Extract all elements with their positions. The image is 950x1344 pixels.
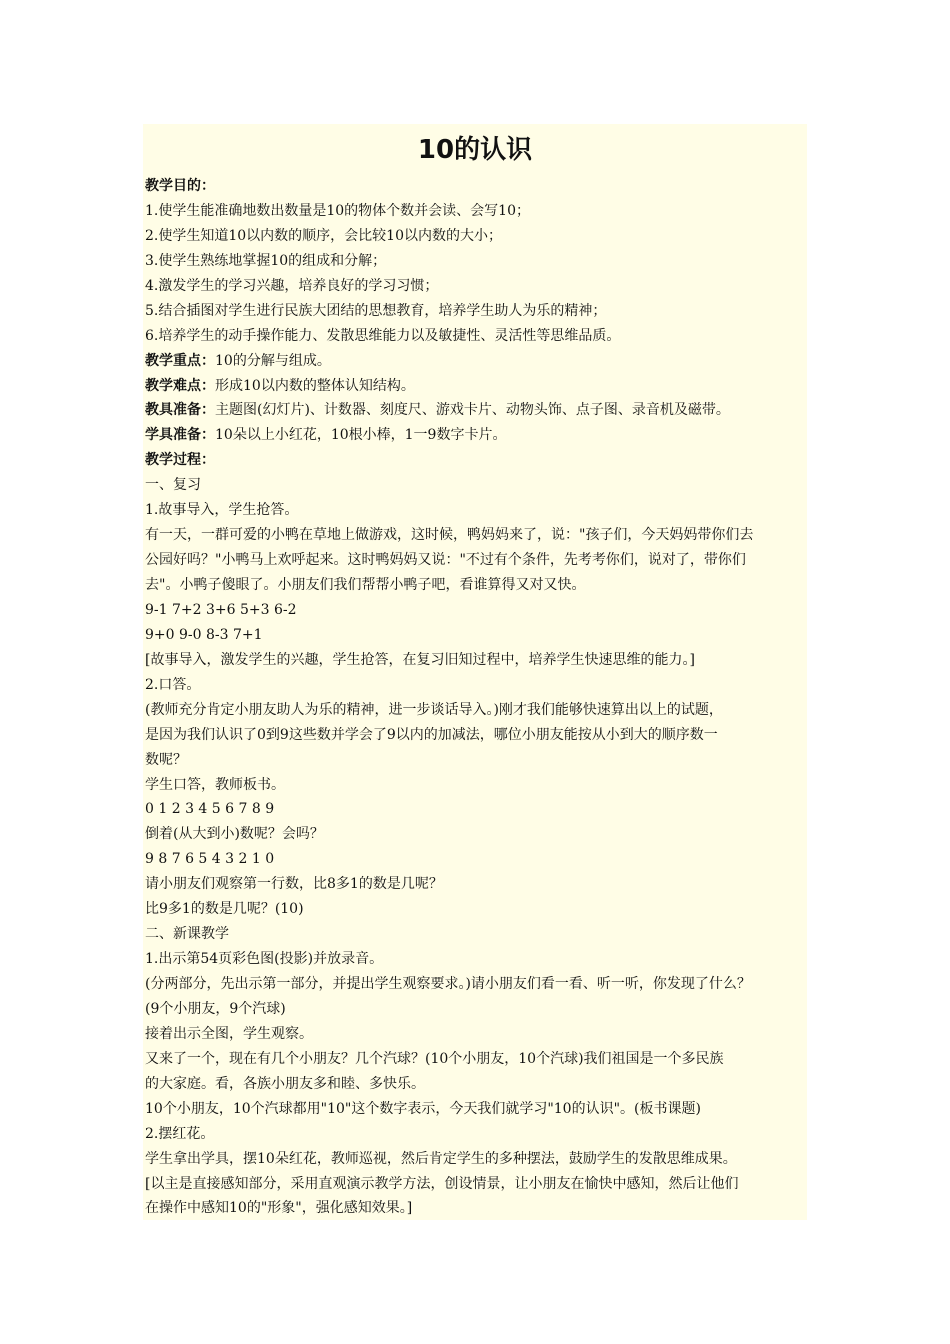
line-text: 1.使学生能准确地数出数量是10的物体个数并会读、会写10； [145, 202, 530, 219]
line-text: 2.使学生知道10以内数的顺序，会比较10以内数的大小； [145, 227, 502, 244]
text-line [145, 1022, 813, 1047]
line-text: 1.故事导入，学生抢答。 [145, 502, 299, 519]
document-title: 10的认识 [417, 135, 533, 165]
line-text: 的大家庭。看，各族小朋友多和睦、多快乐。 [145, 1075, 425, 1092]
text-line [145, 224, 813, 249]
text-line [145, 847, 813, 872]
line-text: 学生拿出学具，摆10朵红花，教师巡视，然后肯定学生的多种摆法，鼓励学生的发散思维成果。 [145, 1150, 737, 1167]
section-label: 教具准备： [145, 402, 215, 419]
line-text: 10的分解与组成。 [215, 352, 331, 369]
line-text: 请小朋友们观察第一行数，比8多1的数是几呢？ [145, 876, 443, 893]
line-text: 9+0 9-0 8-3 7+1 [145, 626, 263, 643]
text-line [145, 374, 813, 399]
text-line [145, 548, 813, 573]
text-line [145, 723, 813, 748]
text-line [145, 174, 813, 199]
line-text: 是因为我们认识了0到9这些数并学会了9以内的加减法，哪位小朋友能按从小到大的顺序数一 [145, 726, 718, 743]
text-line [145, 623, 813, 648]
text-line [145, 423, 813, 448]
text-line [145, 249, 813, 274]
line-text: 数呢？ [145, 751, 187, 768]
section-label: 教学过程： [145, 452, 215, 469]
section-label: 教学重点： [145, 352, 215, 369]
line-text: 形成10以内数的整体认知结构。 [215, 377, 415, 394]
section-label: 教学难点： [145, 377, 215, 394]
line-text: 9 8 7 6 5 4 3 2 1 0 [145, 851, 275, 868]
line-text: 0 1 2 3 4 5 6 7 8 9 [145, 801, 275, 818]
text-line [145, 448, 813, 473]
line-text: 3.使学生熟练地掌握10的组成和分解； [145, 252, 387, 269]
line-text: [以主是直接感知部分，采用直观演示教学方法，创设情景，让小朋友在愉快中感知，然后让他们 [145, 1175, 739, 1192]
text-line [145, 1172, 813, 1197]
line-text: 9-1 7+2 3+6 5+3 6-2 [145, 601, 297, 618]
line-text: 比9多1的数是几呢？(10) [145, 901, 304, 918]
text-line [145, 872, 813, 897]
text-line [145, 523, 813, 548]
text-line [145, 673, 813, 698]
text-line [145, 698, 813, 723]
line-text: 主题图(幻灯片)、计数器、刻度尺、游戏卡片、动物头饰、点子图、录音机及磁带。 [215, 402, 730, 419]
text-line [145, 274, 813, 299]
line-text: 10朵以上小红花，10根小棒，1一9数字卡片。 [215, 427, 507, 444]
text-line [145, 199, 813, 224]
line-text: 5.结合插图对学生进行民族大团结的思想教育，培养学生助人为乐的精神； [145, 302, 607, 319]
text-line [145, 1196, 813, 1221]
text-line [145, 997, 813, 1022]
text-line [145, 324, 813, 349]
line-text: 公园好吗？"小鸭马上欢呼起来。这时鸭妈妈又说："不过有个条件，先考考你们，说对了，带你们 [145, 552, 746, 569]
text-line [145, 797, 813, 822]
text-line [145, 922, 813, 947]
text-line [145, 1072, 813, 1097]
line-text: 接着出示全图，学生观察。 [145, 1025, 313, 1042]
line-text: 又来了一个，现在有几个小朋友？几个汽球？(10个小朋友，10个汽球)我们祖国是一个多民族 [145, 1050, 724, 1067]
text-line [145, 1097, 813, 1122]
line-text: [故事导入，激发学生的兴趣，学生抢答，在复习旧知过程中，培养学生快速思维的能力。] [145, 651, 695, 668]
line-text: 6.培养学生的动手操作能力、发散思维能力以及敏捷性、灵活性等思维品质。 [145, 327, 621, 344]
document-body [145, 174, 813, 1221]
line-text: 倒着(从大到小)数呢？会吗？ [145, 826, 324, 843]
line-text: 2.口答。 [145, 676, 201, 693]
text-line [145, 573, 813, 598]
line-text: 2.摆红花。 [145, 1125, 215, 1142]
text-line [145, 598, 813, 623]
text-line [145, 822, 813, 847]
text-line [145, 773, 813, 798]
line-text: 在操作中感知10的"形象"，强化感知效果。] [145, 1200, 413, 1217]
line-text: 去"。小鸭子傻眼了。小朋友们我们帮帮小鸭子吧，看谁算得又对又快。 [145, 577, 586, 593]
line-text: 一、复习 [145, 477, 201, 494]
line-text: 学生口答，教师板书。 [145, 776, 285, 793]
text-line [145, 1147, 813, 1172]
line-text: 有一天，一群可爱的小鸭在草地上做游戏，这时候，鸭妈妈来了，说："孩子们，今天妈妈带你们去 [145, 527, 754, 544]
line-text: (分两部分，先出示第一部分，并提出学生观察要求。)请小朋友们看一看、听一听，你发现了什么？ [145, 976, 751, 992]
text-line [145, 748, 813, 773]
line-text: (9个小朋友，9个汽球) [145, 1000, 286, 1017]
text-line [145, 972, 813, 997]
text-line [145, 1122, 813, 1147]
section-label: 学具准备： [145, 427, 215, 444]
line-text: (教师充分肯定小朋友助人为乐的精神，进一步谈话导入。)刚才我们能够快速算出以上的试题， [145, 701, 723, 718]
text-line [145, 897, 813, 922]
text-line [145, 473, 813, 498]
line-text: 1.出示第54页彩色图(投影)并放录音。 [145, 951, 384, 968]
line-text: 4.激发学生的学习兴趣，培养良好的学习习惯； [145, 277, 439, 294]
text-line [145, 498, 813, 523]
text-line [145, 349, 813, 374]
text-line [145, 648, 813, 673]
text-line [145, 1047, 813, 1072]
text-line [145, 947, 813, 972]
text-line [145, 299, 813, 324]
line-text: 10个小朋友，10个汽球都用"10"这个数字表示，今天我们就学习"10的认识"。(板书课题) [145, 1100, 701, 1117]
text-line [145, 398, 813, 423]
section-label: 教学目的： [145, 178, 215, 194]
line-text: 二、新课教学 [145, 926, 229, 943]
